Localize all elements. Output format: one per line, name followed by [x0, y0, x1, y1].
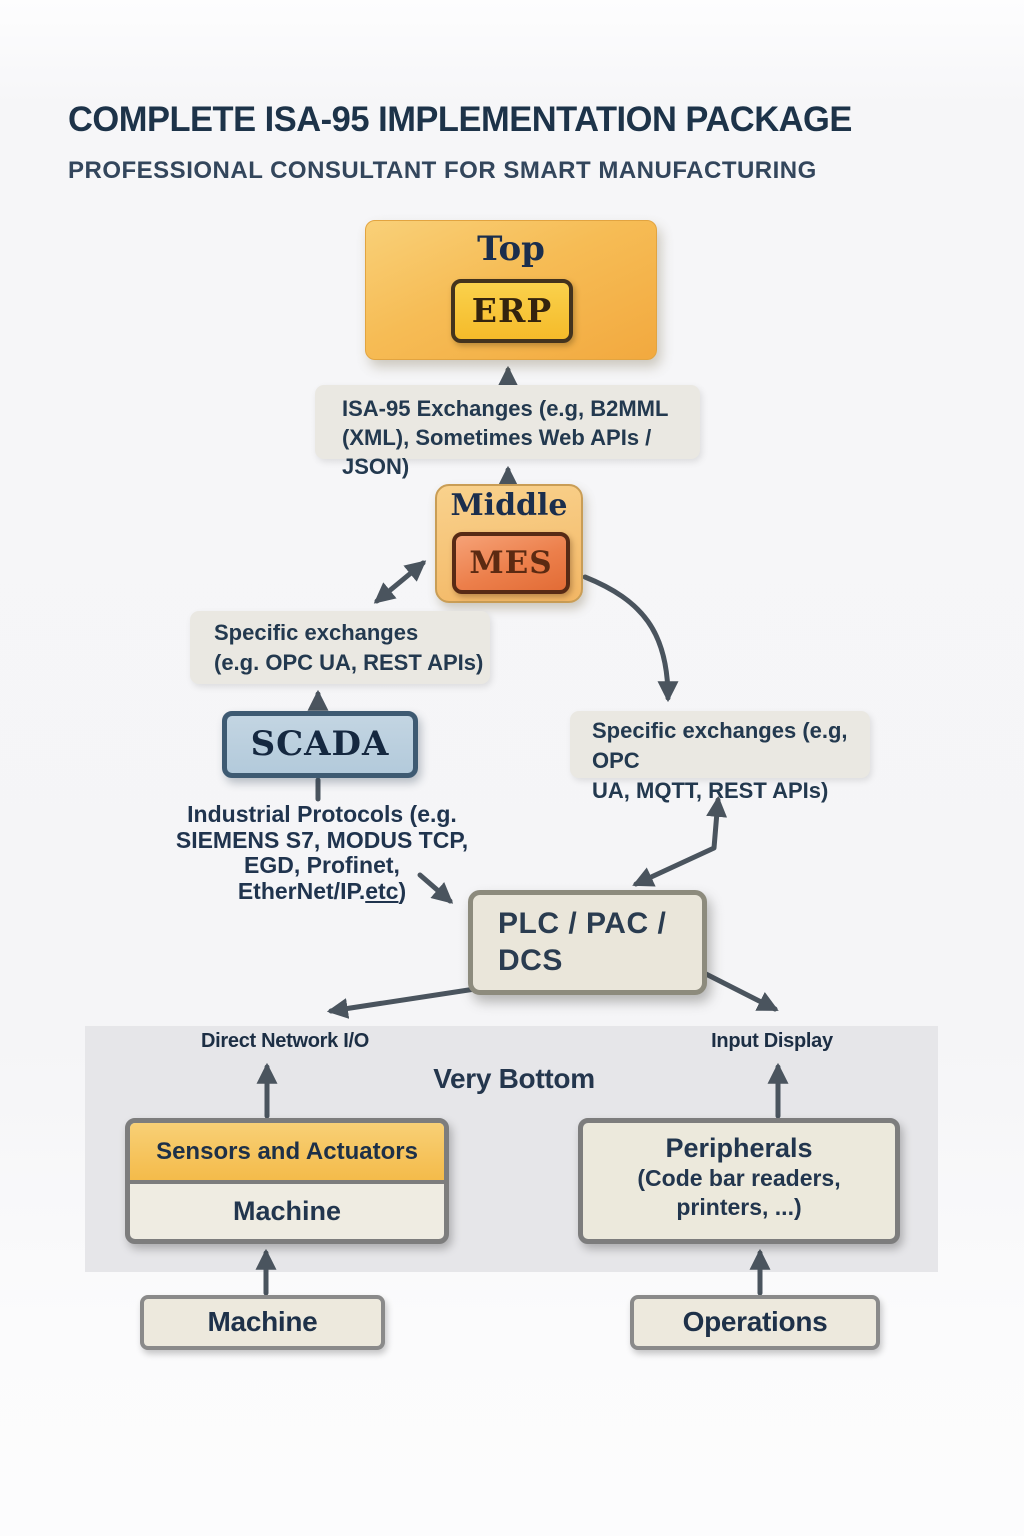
industrial-line1: Industrial Protocols (e.g. — [187, 801, 457, 827]
arrow-plc-to-input-display — [704, 973, 775, 1009]
peripherals-line3: printers, ...) — [676, 1194, 802, 1220]
arrow-plc-right-exchange — [636, 800, 718, 884]
spec-left-line2: (e.g. OPC UA, REST APIs) — [214, 650, 484, 675]
arrow-plc-to-network-io — [331, 989, 475, 1011]
node-erp-group — [365, 220, 657, 360]
node-operations-source: Operations — [630, 1295, 880, 1350]
node-machine-upper: Machine — [232, 1196, 342, 1226]
label-direct-network-io: Direct Network I/O — [201, 1030, 369, 1052]
node-machine-source: Machine — [140, 1295, 385, 1350]
spec-left-line1: Specific exchanges — [214, 620, 419, 645]
node-sensors-actuators: Sensors and Actuators — [130, 1123, 444, 1184]
label-specific-exchanges-left — [190, 611, 490, 684]
label-isa95-exchange — [315, 385, 700, 479]
industrial-line2: SIEMENS S7, MODUS TCP, — [175, 826, 469, 853]
node-scada: SCADA — [222, 711, 418, 778]
plc-line1: PLC / PAC / — [498, 907, 667, 940]
node-mes-group — [435, 484, 583, 603]
page-subtitle: PROFESSIONAL CONSULTANT FOR SMART MANUFACTURING — [68, 157, 817, 184]
node-sensors-machine-stack — [125, 1118, 449, 1244]
node-mes: MES — [452, 532, 570, 594]
peripherals-title: Peripherals — [665, 1133, 813, 1163]
page-title: COMPLETE ISA-95 IMPLEMENTATION PACKAGE — [68, 100, 852, 139]
label-industrial-protocols — [162, 802, 482, 904]
plc-line2: DCS — [498, 944, 563, 977]
isa95-line1: ISA-95 Exchanges (e.g, B2MML — [342, 396, 669, 421]
industrial-line3: EGD, Profinet, EtherNet/IP.etc) — [237, 852, 407, 904]
spec-right-line2: UA, MQTT, REST APIs) — [592, 778, 829, 803]
spec-right-line1: Specific exchanges (e.g, OPC — [592, 718, 848, 773]
tier-label-very-bottom: Very Bottom — [433, 1063, 595, 1094]
tier-label-top: Top — [477, 229, 545, 269]
node-plc — [468, 890, 707, 995]
isa95-line2: (XML), Sometimes Web APIs / JSON) — [342, 425, 652, 479]
arrow-mes-to-right-exchange — [585, 577, 668, 698]
peripherals-line2: (Code bar readers, — [637, 1165, 841, 1191]
tier-label-middle: Middle — [450, 488, 568, 523]
arrow-mes-scada-exchange — [377, 563, 423, 601]
label-specific-exchanges-right — [570, 711, 870, 803]
label-input-display: Input Display — [711, 1030, 833, 1052]
node-erp: ERP — [451, 279, 573, 343]
node-peripherals — [578, 1118, 900, 1244]
